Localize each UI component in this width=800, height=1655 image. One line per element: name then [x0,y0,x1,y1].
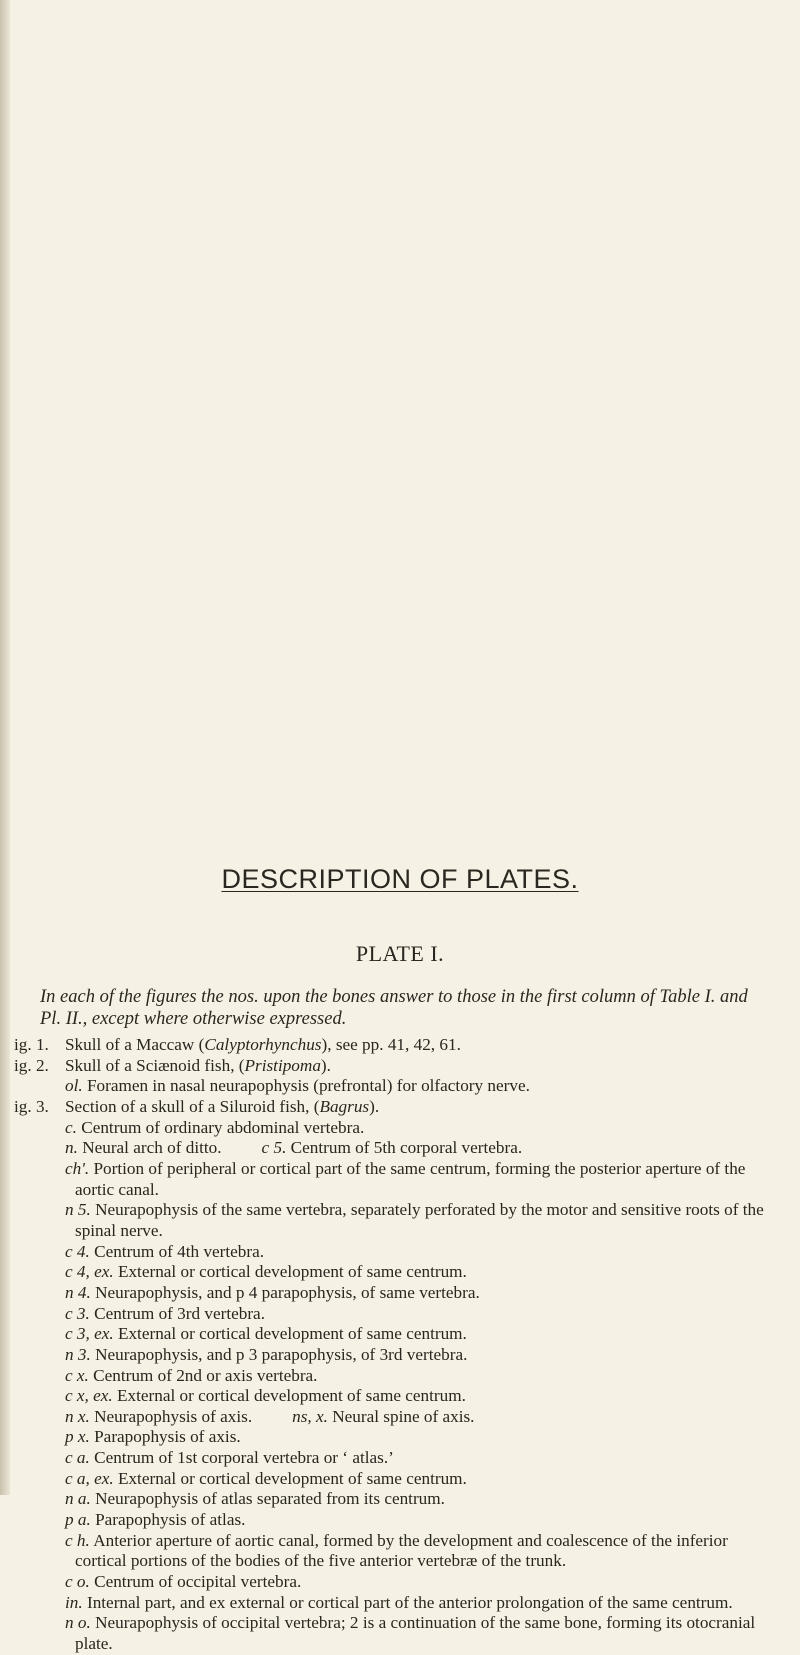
entry-label: c h. [65,1530,90,1550]
entry-label: c x, ex. [65,1386,113,1406]
entry-label: c o. [65,1572,90,1592]
entry-label: n. [65,1138,78,1158]
entry-text: Neural spine of axis. [332,1406,475,1426]
entry-label: c a. [65,1448,90,1468]
entry-text: Portion of peripheral or cortical part of the same centrum, forming the posterior aperture of the aortic canal. [75,1158,746,1199]
entry-label: c 3, ex. [65,1324,114,1344]
legend-entry [0,1304,775,1325]
legend-entry [0,1427,775,1448]
legend-entry [0,1489,775,1510]
entry-text: Foramen in nasal neurapophysis (prefrontal) for olfactory nerve. [86,1076,530,1096]
legend-entry [0,1510,775,1531]
legend-entry [0,1242,775,1263]
intro-paragraph: In each of the figures the nos. upon the bones answer to those in the first column of Table I. and Pl. II., except where otherwise expressed. [40,987,748,1029]
legend-entry [0,1572,775,1593]
entry-label: p x. [65,1427,90,1447]
legend-entry [0,1200,775,1241]
entry-text: Centrum of 2nd or axis vertebra. [93,1365,318,1385]
entry-label: c x. [65,1365,89,1385]
legend-entry [0,1283,775,1304]
legend-entry [0,1593,775,1614]
entry-text: Neurapophysis of atlas separated from its centrum. [95,1489,445,1509]
entry-text: External or cortical development of same centrum. [117,1262,467,1282]
entry-label: ch'. [65,1158,90,1178]
legend-entry [0,1345,775,1366]
entry-text: Anterior aperture of aortic canal, formed by the development and coalescence of the inferior cortical portions of the bodies of the five anterior vertebræ of the trunk. [75,1530,728,1571]
figure-3 [0,1097,775,1118]
legend-entry [0,1407,775,1428]
legend-entry [0,1262,775,1283]
figure-number: ig. 1. [14,1035,49,1054]
entry-label: n o. [65,1613,91,1633]
figure-caption: Skull of a Sciænoid fish, ( [65,1055,245,1075]
entry-text: Centrum of 5th corporal vertebra. [290,1138,523,1158]
entry-text: External or cortical development of same centrum. [117,1468,467,1488]
entry-text: Centrum of ordinary abdominal vertebra. [81,1117,365,1137]
figure-3-entries [0,1118,800,1655]
entry-label: n x. [65,1406,90,1426]
figure-1 [0,1035,775,1056]
figure-list [0,1035,800,1655]
plate-title: PLATE I. [355,941,445,966]
figure-2-entry [0,1076,775,1097]
figure-number: ig. 3. [14,1096,49,1116]
entry-label: c a, ex. [65,1468,114,1488]
entry-text: Internal part, and ex external or cortical part of the anterior prolongation of the same centrum. [86,1592,733,1612]
figure-caption: Skull of a Maccaw ( [65,1035,205,1054]
entry-text: Parapophysis of axis. [94,1427,241,1447]
entry-text: External or cortical development of same centrum. [117,1386,466,1406]
entry-text: Centrum of 3rd vertebra. [94,1303,265,1323]
figure-number: ig. 2. [14,1055,49,1075]
figure-genus: Bagrus [319,1096,370,1116]
entry-label: n 3. [65,1344,91,1364]
entry-label: p a. [65,1510,91,1530]
entry-text: Parapophysis of atlas. [95,1510,246,1530]
entry-text: Neurapophysis of occipital vertebra; 2 is a continuation of the same bone, forming its otocranial plate. [75,1613,756,1654]
legend-entry [0,1118,775,1139]
legend-entry [0,1159,775,1200]
figure-genus: Calyptorhynchus [204,1035,322,1054]
entry-label: n 5. [65,1200,91,1220]
legend-entry [0,1613,775,1654]
figure-2 [0,1056,775,1077]
entry-text: Centrum of occipital vertebra. [94,1572,302,1592]
entry-label: c 4, ex. [65,1262,114,1282]
legend-entry [0,1448,775,1469]
entry-text: Centrum of 4th vertebra. [94,1241,265,1261]
legend-entry [0,1366,775,1387]
entry-label: c. [65,1117,77,1137]
entry-text: Neural arch of ditto. [82,1138,222,1158]
entry-text: Neurapophysis of the same vertebra, separately perforated by the motor and sensitive roots of the spinal nerve. [75,1200,764,1240]
figure-caption-tail: ). [369,1096,380,1116]
entry-text: Neurapophysis of axis. [94,1406,253,1426]
entry-label: c 5. [261,1138,287,1158]
legend-entry [0,1469,775,1490]
entry-label: c 3. [65,1303,90,1323]
entry-label: c 4. [65,1241,90,1261]
figure-genus: Pristipoma [244,1055,321,1075]
entry-label: in. [65,1592,83,1612]
legend-entry [0,1324,775,1345]
entry-label: ol. [65,1076,83,1096]
entry-label: n a. [65,1489,91,1509]
entry-label: n 4. [65,1282,91,1302]
figure-caption: Section of a skull of a Siluroid fish, ( [65,1096,320,1116]
entry-text: Neurapophysis, and p 3 parapophysis, of 3rd vertebra. [95,1344,468,1364]
entry-text: Centrum of 1st corporal vertebra or ‘ atlas.’ [94,1448,394,1468]
entry-text: External or cortical development of same centrum. [117,1324,467,1344]
figure-caption-tail: ), see pp. 41, 42, 61. [321,1035,461,1054]
entry-text: Neurapophysis, and p 4 parapophysis, of same vertebra. [95,1282,480,1302]
entry-label: ns, x. [292,1406,328,1426]
figure-caption-tail: ). [320,1055,331,1075]
legend-entry [0,1386,775,1407]
page-heading: DESCRIPTION OF PLATES. [221,864,579,894]
legend-entry [0,1531,775,1572]
legend-entry [0,1138,775,1159]
